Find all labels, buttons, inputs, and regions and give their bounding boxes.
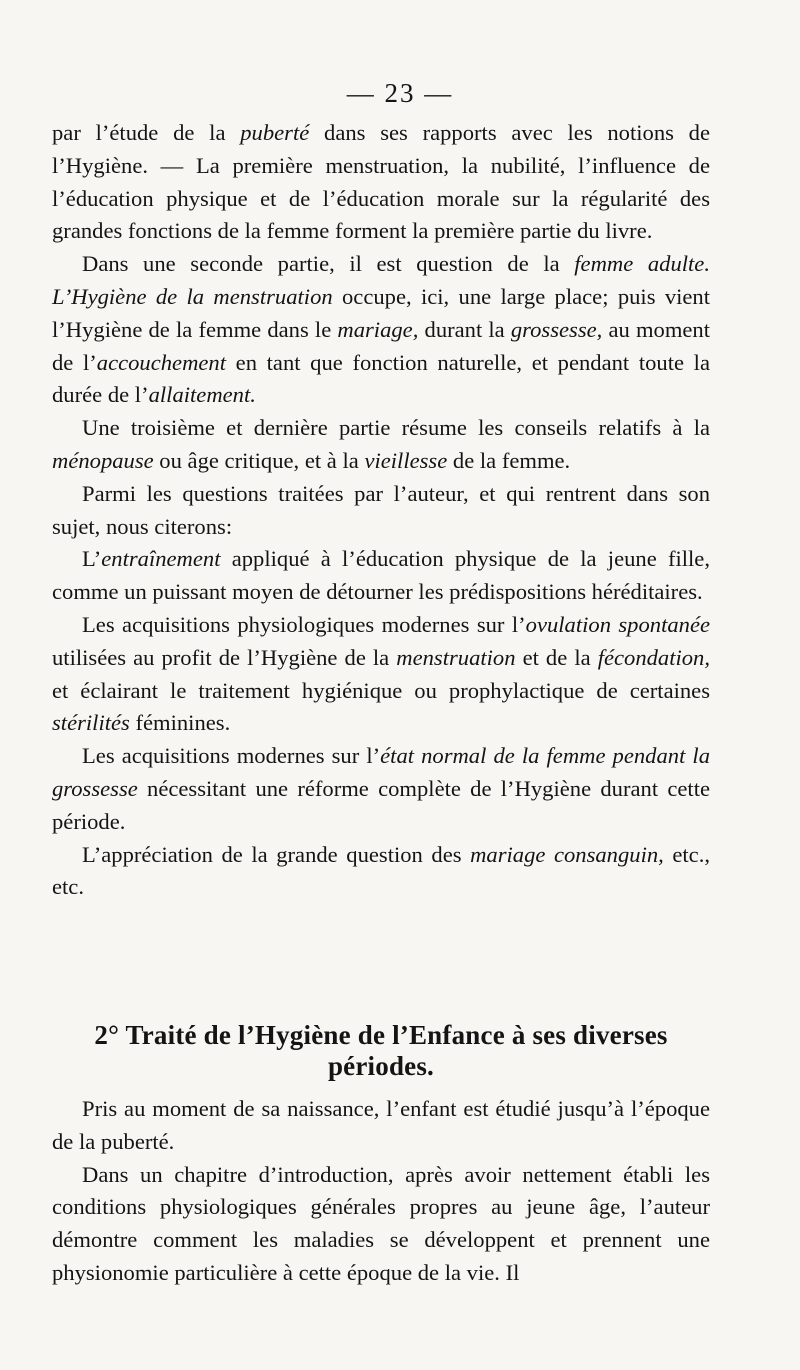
page-number: — 23 — (346, 78, 454, 108)
section-heading: 2° Traité de l’Hygiène de l’Enfance à ses diverses périodes. (94, 1020, 668, 1081)
text-section-1 (52, 117, 710, 904)
italic-term: mariage, (337, 316, 419, 342)
text-span: ou âge critique, et à la (153, 447, 365, 473)
text-span: de la femme. (447, 447, 571, 473)
text-section-2 (52, 1093, 710, 1290)
text-span: au moment de l’ (52, 316, 711, 375)
text-span: L’appréciation de la grande question des (82, 841, 471, 867)
text-span: occupe, ici, une large place; puis vient l’Hygiène de la femme dans le (52, 283, 710, 342)
paragraph (52, 740, 710, 838)
italic-term: ménopause (52, 447, 154, 473)
paragraph (52, 248, 710, 412)
paragraph: Parmi les questions traitées par l’auteur, et qui rentrent dans son sujet, nous citerons: (52, 480, 710, 539)
text-span: dans ses rapports avec les notions de l’Hygiène. — La première menstruation, la nubilité, l’influence de l’éducation physique et de l’éducation morale sur la régularité des grandes fonctions de la femme forment la première partie du livre. (52, 120, 710, 244)
italic-term: grossesse, (510, 316, 603, 342)
text-span: Les acquisitions modernes sur l’ (82, 743, 381, 769)
italic-term: ovulation spontanée (525, 611, 710, 637)
text-span: Dans une seconde partie, il est question de la (82, 251, 575, 277)
italic-term: allaitement. (148, 382, 256, 408)
italic-term: menstruation (396, 644, 516, 670)
text-span: féminines. (129, 710, 231, 736)
italic-term: entraînement (101, 546, 221, 572)
italic-term: puberté (240, 120, 310, 145)
text-span: utilisées au profit de l’Hygiène de la (52, 644, 397, 670)
text-span: Les acquisitions physiologiques modernes sur l’ (82, 611, 526, 637)
text-span: Une troisième et dernière partie résume les conseils relatifs à la (82, 415, 710, 441)
paragraph: Dans un chapitre d’introduction, après avoir nettement établi les conditions physiologiques générales propres au jeune âge, l’auteur démontre comment les maladies se développent et prennent une physionomie particulière à cette époque de la vie. Il (52, 1161, 710, 1285)
paragraph (52, 412, 710, 478)
italic-term: accouchement (96, 349, 227, 375)
italic-term: femme adulte. (574, 251, 710, 277)
italic-term: fécondation, (597, 644, 711, 670)
text-span: nécessitant une réforme complète de l’Hygiène durant cette période. (52, 775, 710, 834)
italic-term: état normal de la femme pendant la grossesse (52, 743, 711, 801)
text-span: durant la (418, 316, 511, 342)
paragraph (52, 839, 710, 905)
text-span: et de la (515, 644, 598, 670)
paragraph (52, 609, 710, 740)
paragraph (52, 543, 710, 609)
italic-term: vieillesse (364, 447, 448, 473)
paragraph: Pris au moment de sa naissance, l’enfant est étudié jusqu’à l’époque de la puberté. (52, 1096, 710, 1154)
paragraph (52, 117, 710, 248)
text-span: et éclairant le traitement hygiénique ou prophylactique de certaines (52, 677, 710, 703)
text-span: L’ (82, 546, 102, 572)
text-span: etc., etc. (52, 841, 710, 900)
text-span: en tant que fonction naturelle, et pendant toute la durée de l’ (52, 349, 710, 408)
text-span: appliqué à l’éducation physique de la jeune fille, comme un puissant moyen de détourner les prédispositions héréditaires. (52, 546, 710, 605)
italic-term: stérilités (52, 710, 130, 736)
text-span: par l’étude de la (52, 120, 241, 145)
italic-term: mariage consanguin, (470, 841, 664, 867)
italic-term: L’Hygiène de la menstruation (52, 283, 333, 309)
